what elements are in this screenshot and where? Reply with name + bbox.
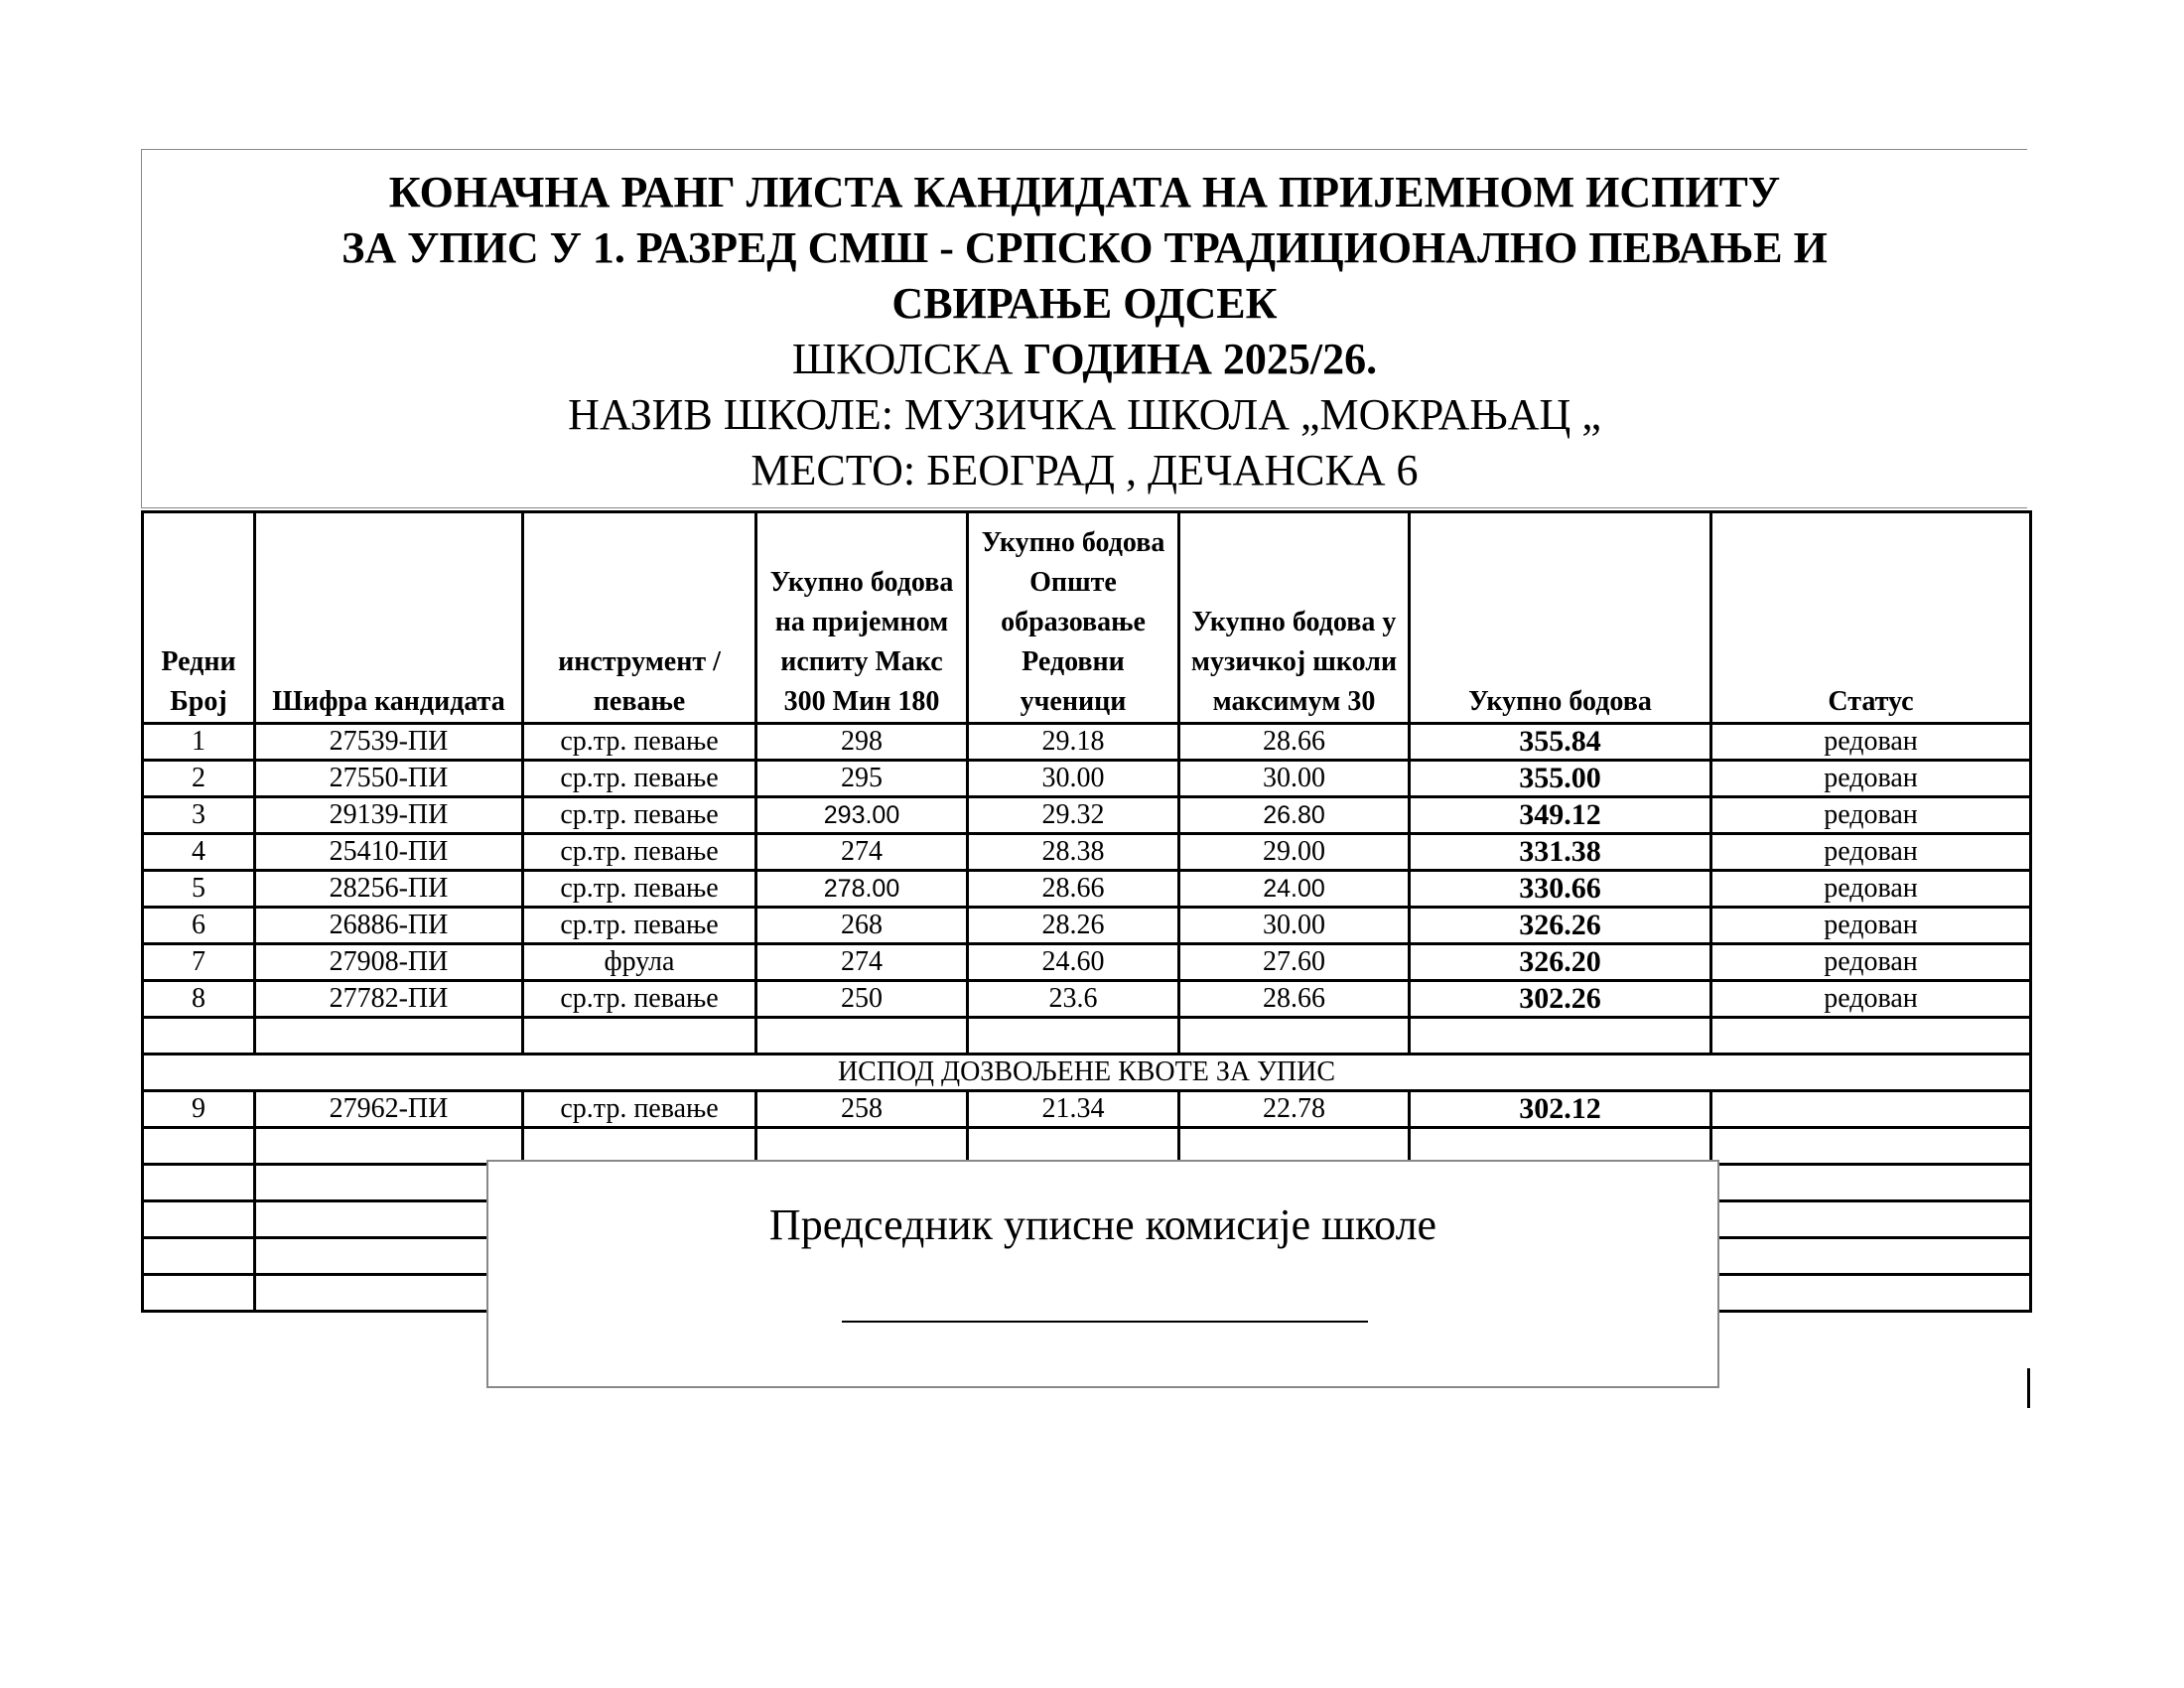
cell-code: 28256-ПИ bbox=[255, 871, 523, 908]
cell-general: 30.00 bbox=[968, 761, 1179, 797]
signature-box bbox=[486, 1160, 1719, 1388]
cell-instrument: ср.тр. певање bbox=[523, 797, 756, 834]
cell-instrument: фрула bbox=[523, 944, 756, 981]
signature-title: Председник уписне комисије школе bbox=[768, 1200, 1437, 1249]
cell-instrument: ср.тр. певање bbox=[523, 1091, 756, 1128]
cell-total: 330.66 bbox=[1410, 871, 1711, 908]
cell-code: 27908-ПИ bbox=[255, 944, 523, 981]
table-row bbox=[143, 944, 2031, 981]
cell-status: редован bbox=[1711, 981, 2031, 1018]
cell-no: 4 bbox=[143, 834, 255, 871]
cell-instrument: ср.тр. певање bbox=[523, 761, 756, 797]
cell-no: 3 bbox=[143, 797, 255, 834]
cell-exam: 298 bbox=[756, 724, 968, 761]
cell-general: 28.38 bbox=[968, 834, 1179, 871]
cell-instrument: ср.тр. певање bbox=[523, 871, 756, 908]
table-row bbox=[143, 724, 2031, 761]
school-year-value: ГОДИНА 2025/26. bbox=[1024, 335, 1378, 383]
cell-general: 29.18 bbox=[968, 724, 1179, 761]
cell-status: редован bbox=[1711, 871, 2031, 908]
cell-total: 331.38 bbox=[1410, 834, 1711, 871]
table-row bbox=[143, 871, 2031, 908]
school-place: МЕСТО: БЕОГРАД , ДЕЧАНСКА 6 bbox=[751, 446, 1419, 494]
cell-exam: 278.00 bbox=[756, 871, 968, 908]
cell-music: 28.66 bbox=[1179, 724, 1410, 761]
cell-code: 29139-ПИ bbox=[255, 797, 523, 834]
document-header bbox=[141, 149, 2027, 508]
empty-row bbox=[143, 1018, 2031, 1055]
cell-exam: 293.00 bbox=[756, 797, 968, 834]
cell-exam: 258 bbox=[756, 1091, 968, 1128]
cell-code: 27782-ПИ bbox=[255, 981, 523, 1018]
cell-status: редован bbox=[1711, 944, 2031, 981]
cell-exam: 274 bbox=[756, 944, 968, 981]
table-row bbox=[143, 834, 2031, 871]
cell-music: 28.66 bbox=[1179, 981, 1410, 1018]
cell-general: 29.32 bbox=[968, 797, 1179, 834]
cell-no: 2 bbox=[143, 761, 255, 797]
cell-exam: 295 bbox=[756, 761, 968, 797]
school-year-prefix: ШКОЛСКА bbox=[791, 335, 1024, 383]
cell-exam: 274 bbox=[756, 834, 968, 871]
cell-code: 26886-ПИ bbox=[255, 908, 523, 944]
cell-no: 9 bbox=[143, 1091, 255, 1128]
quota-row bbox=[143, 1055, 2031, 1091]
title-line-3: СВИРАЊЕ ОДСЕК bbox=[891, 279, 1278, 328]
col-header-status: Статус bbox=[1711, 512, 2031, 724]
cell-no: 8 bbox=[143, 981, 255, 1018]
cell-total: 355.84 bbox=[1410, 724, 1711, 761]
table-row bbox=[143, 981, 2031, 1018]
cell-status: редован bbox=[1711, 908, 2031, 944]
table-header-row bbox=[143, 512, 2031, 724]
col-header-general: Укупно бодова Опште образовање Редовни ученици bbox=[968, 512, 1179, 724]
cell-total: 302.12 bbox=[1410, 1091, 1711, 1128]
cell-total: 326.20 bbox=[1410, 944, 1711, 981]
table-row bbox=[143, 908, 2031, 944]
cell-music: 30.00 bbox=[1179, 761, 1410, 797]
cell-code: 25410-ПИ bbox=[255, 834, 523, 871]
col-header-no: Редни Број bbox=[143, 512, 255, 724]
cell-music: 29.00 bbox=[1179, 834, 1410, 871]
cell-exam: 250 bbox=[756, 981, 968, 1018]
col-header-total: Укупно бодова bbox=[1410, 512, 1711, 724]
school-name: НАЗИВ ШКОЛЕ: МУЗИЧКА ШКОЛА „МОКРАЊАЦ „ bbox=[568, 390, 1601, 439]
table-row bbox=[143, 797, 2031, 834]
cell-exam: 268 bbox=[756, 908, 968, 944]
signature-line bbox=[842, 1321, 1368, 1323]
cell-general: 23.6 bbox=[968, 981, 1179, 1018]
cell-status: редован bbox=[1711, 797, 2031, 834]
col-header-exam: Укупно бодова на пријемном испиту Макс 300 Мин 180 bbox=[756, 512, 968, 724]
cell-no: 1 bbox=[143, 724, 255, 761]
table-row bbox=[143, 1091, 2031, 1128]
cell-no: 6 bbox=[143, 908, 255, 944]
cell-total: 355.00 bbox=[1410, 761, 1711, 797]
cell-general: 28.66 bbox=[968, 871, 1179, 908]
cell-music: 24.00 bbox=[1179, 871, 1410, 908]
quota-label: ИСПОД ДОЗВОЉЕНЕ КВОТЕ ЗА УПИС bbox=[143, 1055, 2031, 1091]
cell-music: 27.60 bbox=[1179, 944, 1410, 981]
title-line-1: КОНАЧНА РАНГ ЛИСТА КАНДИДАТА НА ПРИЈЕМНОМ ИСПИТУ bbox=[388, 168, 1781, 216]
cell-status: редован bbox=[1711, 761, 2031, 797]
table-border-tail bbox=[2027, 1368, 2030, 1408]
empty-row bbox=[143, 1128, 2031, 1165]
cell-instrument: ср.тр. певање bbox=[523, 981, 756, 1018]
cell-general: 24.60 bbox=[968, 944, 1179, 981]
cell-no: 7 bbox=[143, 944, 255, 981]
col-header-code: Шифра кандидата bbox=[255, 512, 523, 724]
cell-code: 27550-ПИ bbox=[255, 761, 523, 797]
col-header-instrument: инструмент /певање bbox=[523, 512, 756, 724]
cell-status: редован bbox=[1711, 724, 2031, 761]
cell-status: редован bbox=[1711, 834, 2031, 871]
cell-instrument: ср.тр. певање bbox=[523, 724, 756, 761]
col-header-music: Укупно бодова у музичкој школи максимум 30 bbox=[1179, 512, 1410, 724]
cell-music: 22.78 bbox=[1179, 1091, 1410, 1128]
cell-total: 302.26 bbox=[1410, 981, 1711, 1018]
cell-code: 27539-ПИ bbox=[255, 724, 523, 761]
cell-code: 27962-ПИ bbox=[255, 1091, 523, 1128]
cell-music: 26.80 bbox=[1179, 797, 1410, 834]
cell-general: 28.26 bbox=[968, 908, 1179, 944]
cell-no: 5 bbox=[143, 871, 255, 908]
cell-general: 21.34 bbox=[968, 1091, 1179, 1128]
title-line-2: ЗА УПИС У 1. РАЗРЕД СМШ - СРПСКО ТРАДИЦИОНАЛНО ПЕВАЊЕ И bbox=[341, 223, 1828, 272]
cell-total: 326.26 bbox=[1410, 908, 1711, 944]
table-row bbox=[143, 761, 2031, 797]
cell-status bbox=[1711, 1091, 2031, 1128]
cell-total: 349.12 bbox=[1410, 797, 1711, 834]
cell-instrument: ср.тр. певање bbox=[523, 908, 756, 944]
cell-instrument: ср.тр. певање bbox=[523, 834, 756, 871]
cell-music: 30.00 bbox=[1179, 908, 1410, 944]
school-year bbox=[142, 332, 2027, 387]
